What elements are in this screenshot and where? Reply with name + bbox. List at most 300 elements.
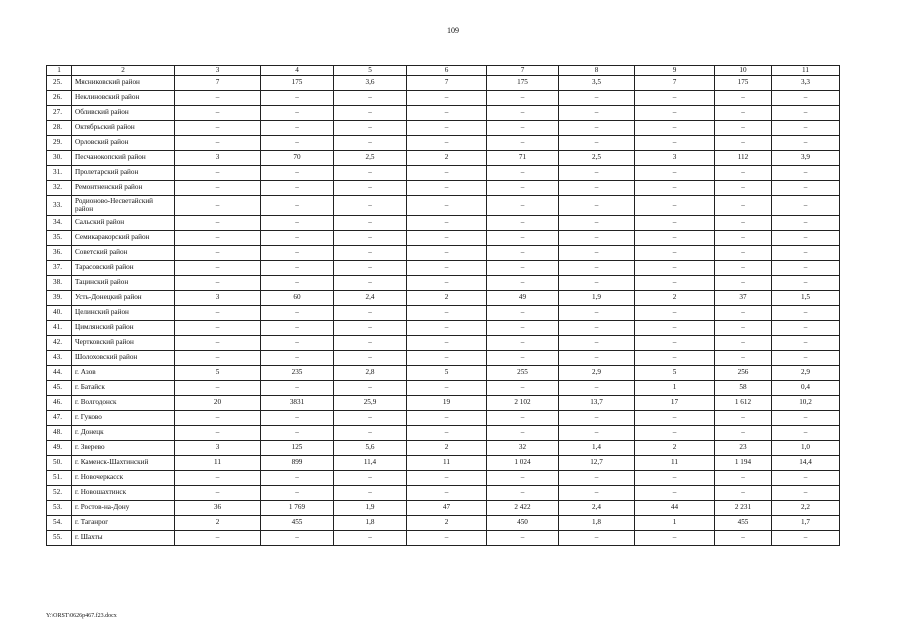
table-row (47, 136, 840, 151)
value-cell: – (487, 181, 559, 196)
row-number-cell: 34. (47, 216, 72, 231)
value-cell: 1,0 (772, 441, 840, 456)
value-cell: – (487, 381, 559, 396)
table-row (47, 181, 840, 196)
value-cell: – (261, 106, 334, 121)
value-cell: 3,5 (559, 76, 635, 91)
value-cell: 255 (487, 366, 559, 381)
value-cell: – (715, 471, 772, 486)
value-cell: 2,4 (334, 291, 407, 306)
value-cell: 1 769 (261, 501, 334, 516)
value-cell: – (334, 426, 407, 441)
value-cell: – (261, 336, 334, 351)
row-number-cell: 40. (47, 306, 72, 321)
value-cell: – (487, 351, 559, 366)
value-cell: 14,4 (772, 456, 840, 471)
value-cell: 49 (487, 291, 559, 306)
value-cell: – (175, 351, 261, 366)
value-cell: – (407, 91, 487, 106)
value-cell: – (261, 381, 334, 396)
value-cell: – (487, 216, 559, 231)
row-number-cell: 39. (47, 291, 72, 306)
value-cell: – (407, 196, 487, 216)
value-cell: – (261, 136, 334, 151)
value-cell: – (635, 196, 715, 216)
value-cell: 23 (715, 441, 772, 456)
value-cell: 11 (175, 456, 261, 471)
value-cell: – (772, 181, 840, 196)
row-number-cell: 30. (47, 151, 72, 166)
value-cell: – (772, 216, 840, 231)
value-cell: – (559, 486, 635, 501)
value-cell: – (175, 121, 261, 136)
value-cell: 2 (635, 441, 715, 456)
value-cell: – (559, 196, 635, 216)
value-cell: – (715, 216, 772, 231)
value-cell: – (261, 411, 334, 426)
header-cell: 5 (334, 66, 407, 76)
value-cell: – (175, 91, 261, 106)
value-cell: 11,4 (334, 456, 407, 471)
value-cell: – (261, 166, 334, 181)
value-cell: – (334, 196, 407, 216)
value-cell: 5 (407, 366, 487, 381)
row-number-cell: 46. (47, 396, 72, 411)
value-cell: 1 (635, 381, 715, 396)
value-cell: – (715, 91, 772, 106)
table-row (47, 396, 840, 411)
value-cell: – (715, 531, 772, 546)
value-cell: – (635, 306, 715, 321)
row-number-cell: 25. (47, 76, 72, 91)
value-cell: – (175, 531, 261, 546)
value-cell: – (635, 246, 715, 261)
row-number-cell: 41. (47, 321, 72, 336)
table-row (47, 501, 840, 516)
value-cell: – (261, 121, 334, 136)
value-cell: – (487, 136, 559, 151)
value-cell: 2,4 (559, 501, 635, 516)
value-cell: – (407, 231, 487, 246)
row-number-cell: 35. (47, 231, 72, 246)
value-cell: 125 (261, 441, 334, 456)
row-number-cell: 42. (47, 336, 72, 351)
value-cell: – (407, 381, 487, 396)
value-cell: 175 (487, 76, 559, 91)
value-cell: 60 (261, 291, 334, 306)
table-row (47, 196, 840, 216)
value-cell: 2,9 (772, 366, 840, 381)
value-cell: – (175, 276, 261, 291)
value-cell: – (487, 531, 559, 546)
row-number-cell: 37. (47, 261, 72, 276)
value-cell: 70 (261, 151, 334, 166)
value-cell: – (559, 216, 635, 231)
value-cell: – (635, 411, 715, 426)
table-row (47, 276, 840, 291)
district-name-cell: Орловский район (72, 136, 175, 151)
value-cell: – (715, 166, 772, 181)
value-cell: – (772, 246, 840, 261)
table-row (47, 261, 840, 276)
row-number-cell: 55. (47, 531, 72, 546)
value-cell: – (635, 471, 715, 486)
value-cell: – (175, 471, 261, 486)
row-number-cell: 52. (47, 486, 72, 501)
value-cell: 1,8 (334, 516, 407, 531)
value-cell: – (407, 321, 487, 336)
district-name-cell: Семикаракорский район (72, 231, 175, 246)
district-name-cell: г. Азов (72, 366, 175, 381)
row-number-cell: 50. (47, 456, 72, 471)
value-cell: – (487, 321, 559, 336)
value-cell: 12,7 (559, 456, 635, 471)
row-number-cell: 32. (47, 181, 72, 196)
value-cell: – (559, 166, 635, 181)
value-cell: 2 (407, 291, 487, 306)
value-cell: 2 422 (487, 501, 559, 516)
value-cell: – (559, 231, 635, 246)
value-cell: – (261, 246, 334, 261)
value-cell: – (261, 231, 334, 246)
district-name-cell: Родионово-Несветайский район (72, 196, 175, 216)
header-cell: 2 (72, 66, 175, 76)
value-cell: – (559, 121, 635, 136)
value-cell: – (559, 351, 635, 366)
table-row (47, 486, 840, 501)
value-cell: 25,9 (334, 396, 407, 411)
value-cell: – (175, 181, 261, 196)
district-name-cell: Тацинский район (72, 276, 175, 291)
value-cell: 3 (175, 291, 261, 306)
value-cell: – (175, 216, 261, 231)
header-cell: 1 (47, 66, 72, 76)
value-cell: – (175, 136, 261, 151)
footer-file-path: Y:\ORST\0626p467.f23.docx (46, 613, 117, 619)
value-cell: – (334, 136, 407, 151)
value-cell: – (175, 306, 261, 321)
value-cell: 235 (261, 366, 334, 381)
value-cell: – (487, 336, 559, 351)
value-cell: – (175, 486, 261, 501)
table-row (47, 216, 840, 231)
table-row (47, 166, 840, 181)
value-cell: – (334, 306, 407, 321)
value-cell: – (487, 426, 559, 441)
value-cell: – (261, 91, 334, 106)
value-cell: – (635, 181, 715, 196)
value-cell: – (559, 471, 635, 486)
value-cell: 20 (175, 396, 261, 411)
district-name-cell: Песчанокопский район (72, 151, 175, 166)
value-cell: 2,5 (334, 151, 407, 166)
table-header-row (47, 66, 840, 76)
district-name-cell: Пролетарский район (72, 166, 175, 181)
value-cell: – (559, 531, 635, 546)
district-name-cell: Мясниковский район (72, 76, 175, 91)
value-cell: – (334, 216, 407, 231)
value-cell: – (635, 486, 715, 501)
value-cell: – (261, 216, 334, 231)
value-cell: 3 (635, 151, 715, 166)
value-cell: – (635, 91, 715, 106)
value-cell: – (487, 306, 559, 321)
value-cell: – (715, 106, 772, 121)
value-cell: 5 (635, 366, 715, 381)
value-cell: – (772, 166, 840, 181)
district-name-cell: Ремонтненский район (72, 181, 175, 196)
value-cell: – (772, 196, 840, 216)
value-cell: – (175, 411, 261, 426)
value-cell: 10,2 (772, 396, 840, 411)
value-cell: – (334, 486, 407, 501)
value-cell: – (334, 231, 407, 246)
value-cell: – (334, 531, 407, 546)
value-cell: – (559, 306, 635, 321)
table-row (47, 231, 840, 246)
value-cell: 2,2 (772, 501, 840, 516)
value-cell: – (175, 426, 261, 441)
value-cell: – (772, 336, 840, 351)
value-cell: – (407, 351, 487, 366)
value-cell: – (772, 276, 840, 291)
row-number-cell: 44. (47, 366, 72, 381)
value-cell: – (635, 136, 715, 151)
value-cell: – (635, 336, 715, 351)
value-cell: 2 231 (715, 501, 772, 516)
table-row (47, 426, 840, 441)
value-cell: – (261, 426, 334, 441)
value-cell: – (559, 91, 635, 106)
value-cell: 2 (407, 441, 487, 456)
table-row (47, 246, 840, 261)
value-cell: – (772, 471, 840, 486)
value-cell: – (334, 246, 407, 261)
value-cell: 13,7 (559, 396, 635, 411)
value-cell: – (559, 246, 635, 261)
value-cell: – (407, 426, 487, 441)
value-cell: – (261, 486, 334, 501)
value-cell: 3,3 (772, 76, 840, 91)
value-cell: 17 (635, 396, 715, 411)
value-cell: – (261, 276, 334, 291)
value-cell: 3 (175, 151, 261, 166)
value-cell: – (772, 486, 840, 501)
value-cell: 1,9 (559, 291, 635, 306)
value-cell: – (334, 261, 407, 276)
value-cell: – (635, 231, 715, 246)
value-cell: – (772, 306, 840, 321)
row-number-cell: 31. (47, 166, 72, 181)
value-cell: 5 (175, 366, 261, 381)
value-cell: – (487, 246, 559, 261)
value-cell: – (261, 181, 334, 196)
page-number: 109 (447, 26, 459, 35)
district-name-cell: Неклиновский район (72, 91, 175, 106)
value-cell: – (261, 321, 334, 336)
value-cell: – (175, 336, 261, 351)
value-cell: – (407, 471, 487, 486)
value-cell: 3,9 (772, 151, 840, 166)
value-cell: – (175, 321, 261, 336)
value-cell: – (334, 471, 407, 486)
district-name-cell: г. Каменск-Шахтинский (72, 456, 175, 471)
value-cell: – (635, 426, 715, 441)
value-cell: 175 (715, 76, 772, 91)
value-cell: 2 (635, 291, 715, 306)
value-cell: – (407, 121, 487, 136)
header-cell: 6 (407, 66, 487, 76)
header-cell: 10 (715, 66, 772, 76)
value-cell: – (407, 486, 487, 501)
value-cell: – (715, 196, 772, 216)
value-cell: – (772, 121, 840, 136)
value-cell: – (175, 381, 261, 396)
value-cell: – (407, 166, 487, 181)
table-row (47, 411, 840, 426)
value-cell: – (559, 276, 635, 291)
district-name-cell: г. Таганрог (72, 516, 175, 531)
value-cell: – (487, 261, 559, 276)
district-name-cell: Цимлянский район (72, 321, 175, 336)
value-cell: – (261, 196, 334, 216)
value-cell: – (175, 166, 261, 181)
table-row (47, 336, 840, 351)
value-cell: – (487, 166, 559, 181)
value-cell: 47 (407, 501, 487, 516)
row-number-cell: 53. (47, 501, 72, 516)
value-cell: – (487, 411, 559, 426)
value-cell: – (715, 261, 772, 276)
value-cell: 0,4 (772, 381, 840, 396)
header-cell: 3 (175, 66, 261, 76)
district-name-cell: Сальский район (72, 216, 175, 231)
table-row (47, 441, 840, 456)
value-cell: 7 (635, 76, 715, 91)
value-cell: 2 (175, 516, 261, 531)
district-name-cell: Целинский район (72, 306, 175, 321)
row-number-cell: 51. (47, 471, 72, 486)
row-number-cell: 48. (47, 426, 72, 441)
value-cell: – (487, 106, 559, 121)
value-cell: – (334, 351, 407, 366)
value-cell: 899 (261, 456, 334, 471)
value-cell: – (772, 321, 840, 336)
value-cell: 1,8 (559, 516, 635, 531)
value-cell: – (334, 91, 407, 106)
value-cell: – (635, 351, 715, 366)
value-cell: 5,6 (334, 441, 407, 456)
value-cell: – (772, 351, 840, 366)
table-row (47, 321, 840, 336)
value-cell: 36 (175, 501, 261, 516)
value-cell: – (407, 306, 487, 321)
value-cell: – (487, 121, 559, 136)
value-cell: 1 (635, 516, 715, 531)
value-cell: – (334, 106, 407, 121)
value-cell: – (175, 261, 261, 276)
value-cell: – (407, 136, 487, 151)
district-name-cell: г. Ростов-на-Дону (72, 501, 175, 516)
value-cell: – (635, 276, 715, 291)
table-row (47, 516, 840, 531)
district-name-cell: Шолоховский район (72, 351, 175, 366)
district-name-cell: Усть-Донецкий район (72, 291, 175, 306)
value-cell: – (334, 121, 407, 136)
table-row (47, 121, 840, 136)
value-cell: 11 (407, 456, 487, 471)
value-cell: 2,9 (559, 366, 635, 381)
value-cell: – (559, 136, 635, 151)
value-cell: – (559, 336, 635, 351)
value-cell: – (715, 336, 772, 351)
value-cell: – (175, 231, 261, 246)
value-cell: – (175, 196, 261, 216)
value-cell: 1,4 (559, 441, 635, 456)
value-cell: 455 (261, 516, 334, 531)
value-cell: – (334, 381, 407, 396)
value-cell: – (772, 231, 840, 246)
table-row (47, 471, 840, 486)
value-cell: 175 (261, 76, 334, 91)
value-cell: – (261, 351, 334, 366)
district-name-cell: Обливский район (72, 106, 175, 121)
value-cell: – (715, 486, 772, 501)
row-number-cell: 54. (47, 516, 72, 531)
value-cell: – (715, 276, 772, 291)
value-cell: – (407, 531, 487, 546)
district-name-cell: Тарасовский район (72, 261, 175, 276)
value-cell: – (334, 411, 407, 426)
value-cell: – (715, 121, 772, 136)
district-name-cell: г. Волгодонск (72, 396, 175, 411)
value-cell: – (487, 91, 559, 106)
header-cell: 11 (772, 66, 840, 76)
table-row (47, 291, 840, 306)
table-row (47, 351, 840, 366)
value-cell: 58 (715, 381, 772, 396)
value-cell: – (772, 261, 840, 276)
value-cell: – (487, 276, 559, 291)
value-cell: – (559, 426, 635, 441)
district-name-cell: Советский район (72, 246, 175, 261)
value-cell: – (772, 136, 840, 151)
value-cell: 1 194 (715, 456, 772, 471)
table-row (47, 531, 840, 546)
district-name-cell: г. Новошахтинск (72, 486, 175, 501)
value-cell: – (407, 336, 487, 351)
value-cell: 112 (715, 151, 772, 166)
district-name-cell: г. Шахты (72, 531, 175, 546)
value-cell: 19 (407, 396, 487, 411)
value-cell: – (715, 411, 772, 426)
district-name-cell: Октябрьский район (72, 121, 175, 136)
table-row (47, 76, 840, 91)
row-number-cell: 49. (47, 441, 72, 456)
value-cell: 3831 (261, 396, 334, 411)
value-cell: – (334, 181, 407, 196)
value-cell: 450 (487, 516, 559, 531)
row-number-cell: 45. (47, 381, 72, 396)
header-cell: 8 (559, 66, 635, 76)
value-cell: – (487, 471, 559, 486)
value-cell: – (487, 196, 559, 216)
value-cell: – (559, 411, 635, 426)
value-cell: – (715, 181, 772, 196)
district-name-cell: г. Батайск (72, 381, 175, 396)
value-cell: 7 (407, 76, 487, 91)
row-number-cell: 26. (47, 91, 72, 106)
